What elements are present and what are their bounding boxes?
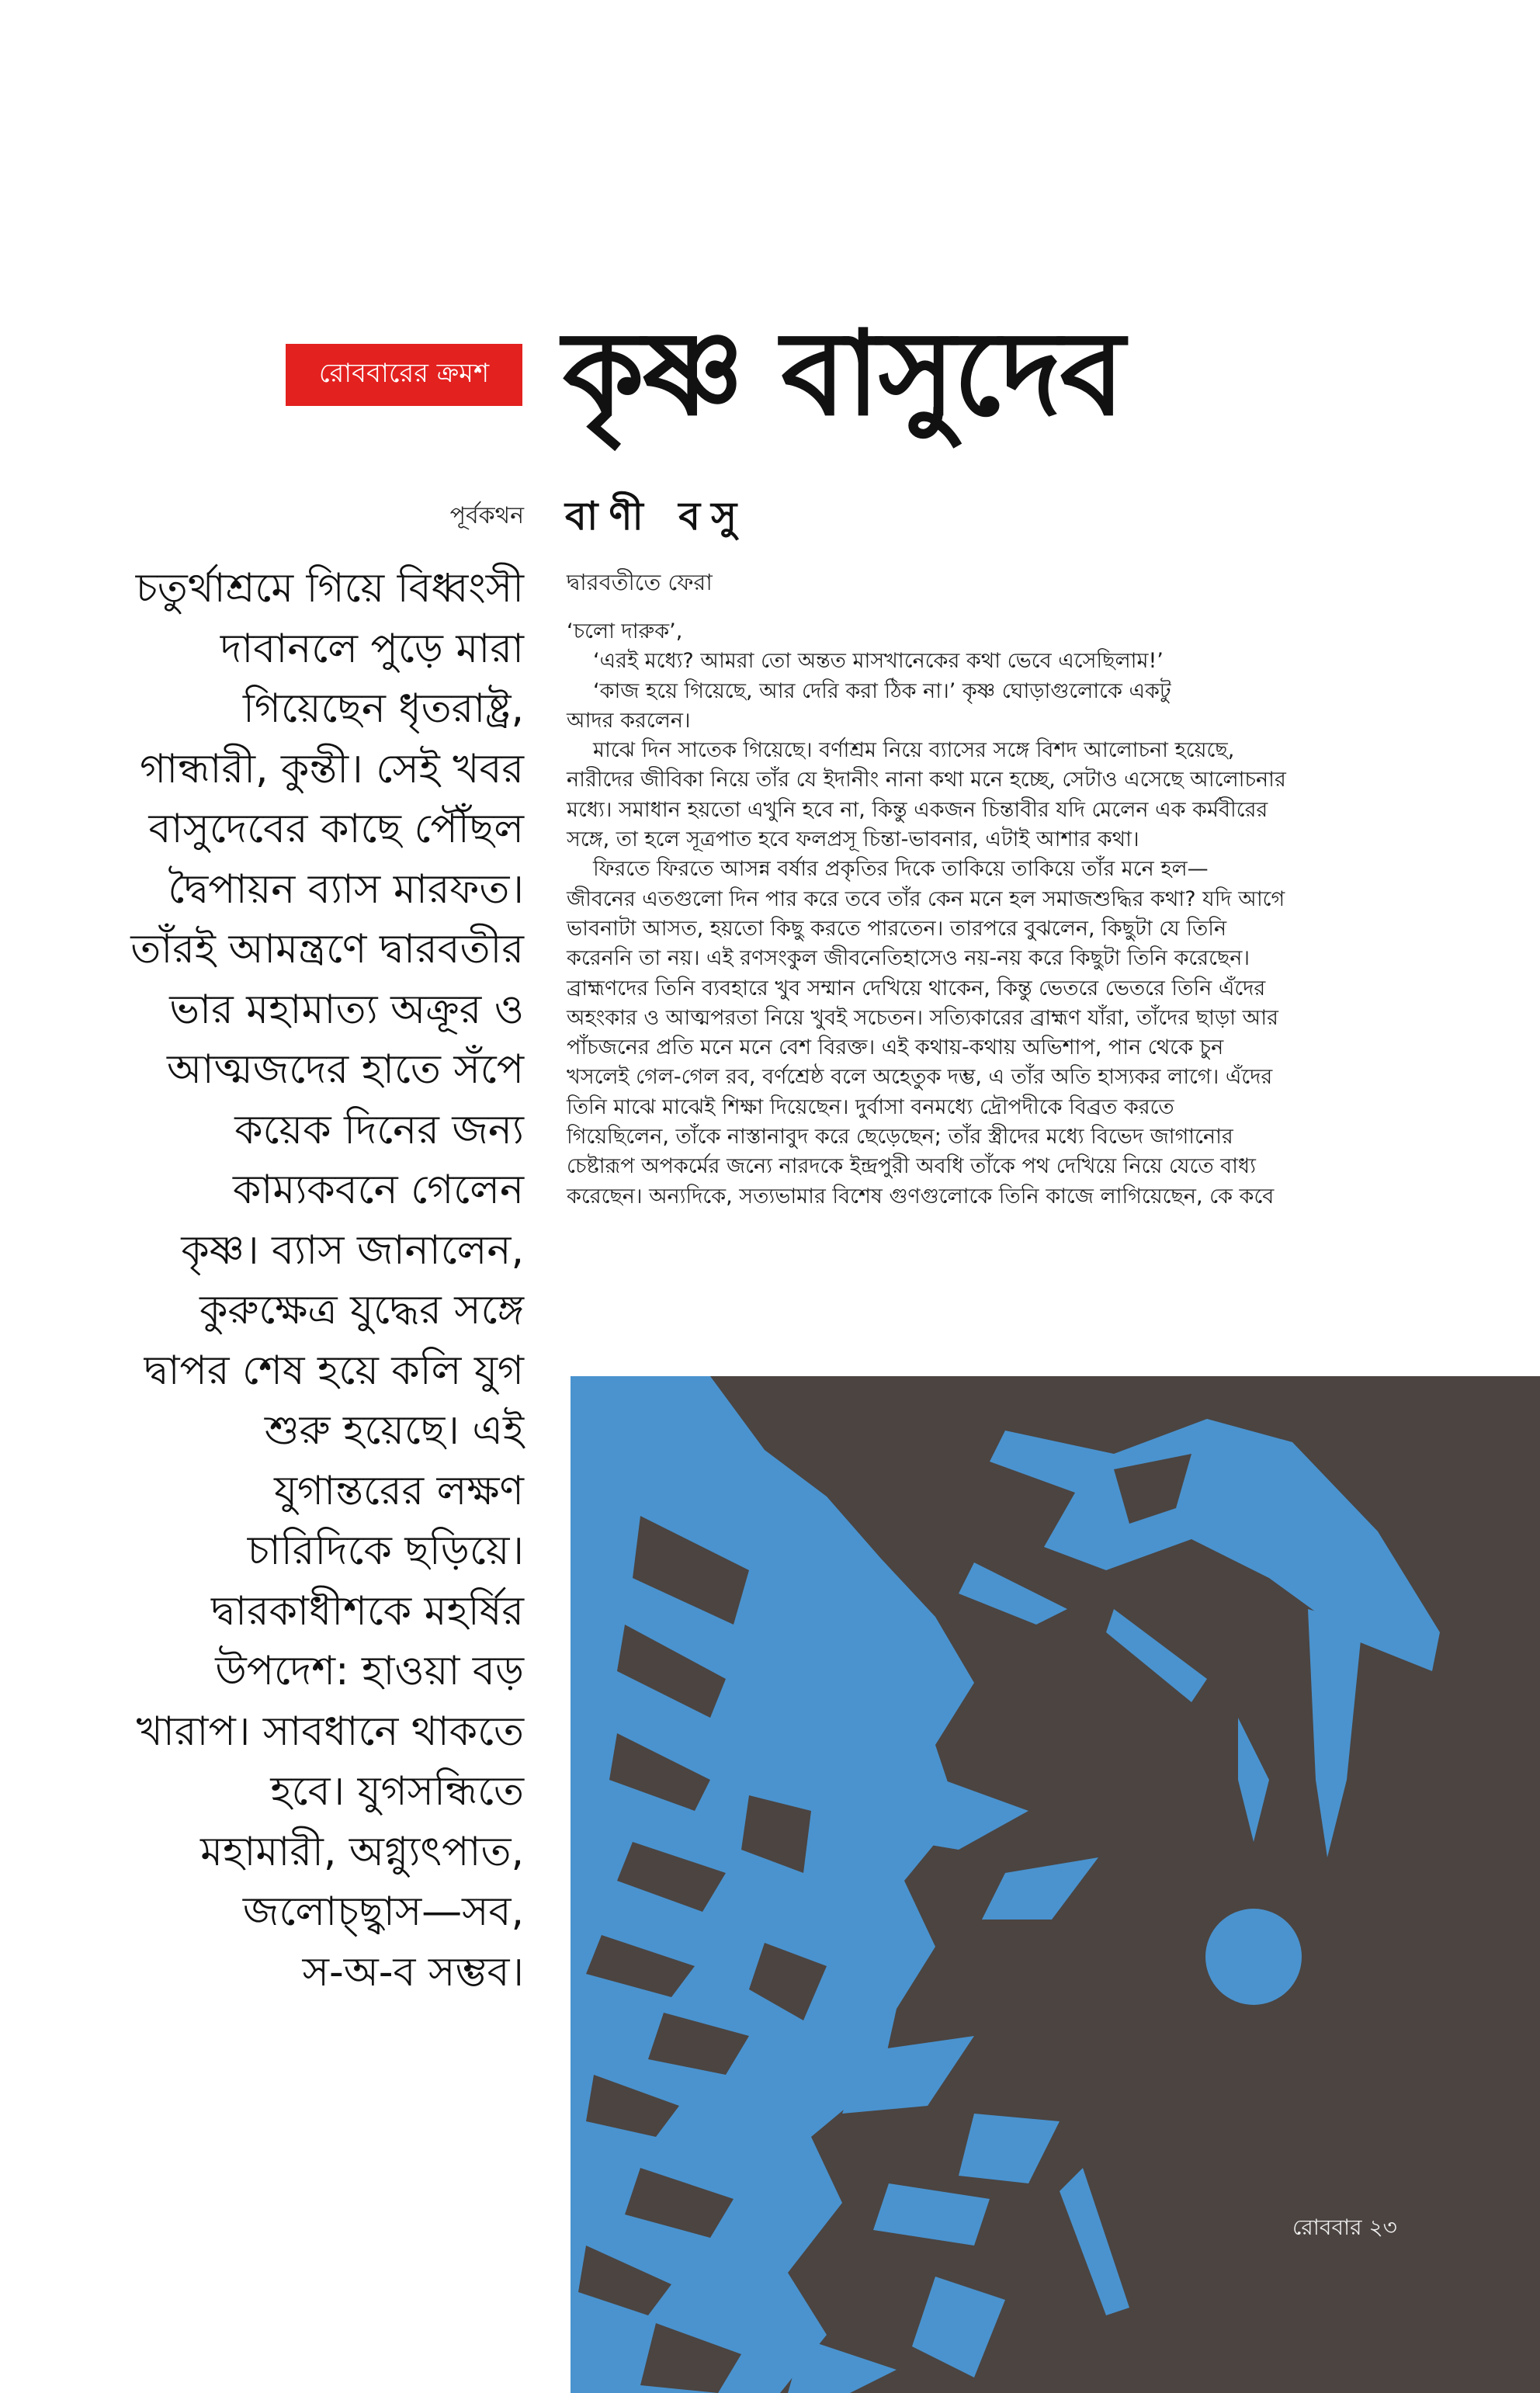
- body-line: চেষ্টারূপ অপকর্মের জন্যে নারদকে ইন্দ্রপুরী অবধি তাঁকে পথ দেখিয়ে নিয়ে যেতে বাধ্য: [567, 1154, 1256, 1179]
- body-line: গিয়েছিলেন, তাঁকে নাস্তানাবুদ করে ছেড়েছেন; তাঁর স্ত্রীদের মধ্যে বিভেদ জাগানোর: [567, 1125, 1233, 1150]
- page-number: রোববার ২৩: [1292, 2214, 1397, 2240]
- summary-line: দ্বাপর শেষ হয়ে কলি যুগ: [144, 1347, 524, 1394]
- summary-line: স-অ-ব সম্ভব।: [302, 1948, 524, 1996]
- chapter-heading: দ্বারবতীতে ফেরা: [567, 569, 713, 595]
- summary-label: পূর্বকথন: [449, 502, 524, 529]
- body-line: মধ্যে। সমাধান হয়তো এখুনি হবে না, কিন্তু একজন চিন্তাবীর যদি মেলেন এক কর্মবীরের: [567, 797, 1268, 822]
- summary-line: দাবানলে পুড়ে মারা: [220, 625, 524, 672]
- summary-line: চারিদিকে ছড়িয়ে।: [247, 1528, 524, 1574]
- summary-line: উপদেশ: হাওয়া বড়: [215, 1648, 524, 1694]
- body-line: মাঝে দিন সাতেক গিয়েছে। বর্ণাশ্রম নিয়ে ব্যাসের সঙ্গে বিশদ আলোচনা হয়েছে,: [593, 738, 1235, 763]
- body-line: খসলেই গেল-গেল রব, বর্ণশ্রেষ্ঠ বলে অহেতুক দম্ভ, এ তাঁর অতি হাস্যকর লাগে। এঁদের: [567, 1065, 1273, 1090]
- summary-line: কয়েক দিনের জন্য: [234, 1106, 524, 1153]
- summary-line: শুরু হয়েছে। এই: [264, 1407, 524, 1454]
- summary-line: গিয়েছেন ধৃতরাষ্ট্র,: [243, 685, 524, 732]
- body-line: আদর করলেন।: [567, 708, 691, 733]
- series-badge: রোববারের ক্রমশ: [286, 344, 522, 406]
- body-line: ভাবনাটা আসত, হয়তো কিছু করতে পারতেন। তারপরে বুঝলেন, কিছুটা যে তিনি: [567, 916, 1227, 941]
- summary-line: জলোচ্ছ্বাস—সব,: [242, 1888, 524, 1935]
- body-line: তিনি মাঝে মাঝেই শিক্ষা দিয়েছেন। দুর্বাসা বনমধ্যে দ্রৌপদীকে বিব্রত করতে: [567, 1094, 1174, 1119]
- summary-line: গান্ধারী, কুন্তী। সেই খবর: [140, 745, 524, 792]
- body-line: অহংকার ও আত্মপরতা নিয়ে খুবই সচেতন। সত্যিকারের ব্রাহ্মণ যাঁরা, তাঁদের ছাড়া আর: [567, 1005, 1278, 1030]
- summary-line: যুগান্তরের লক্ষণ: [274, 1467, 524, 1514]
- chapter-body: [567, 617, 1506, 1212]
- summary-line: দ্বারকাধীশকে মহর্ষির: [211, 1587, 524, 1635]
- body-line: নারীদের জীবিকা নিয়ে তাঁর যে ইদানীং নানা কথা মনে হচ্ছে, সেটাও এসেছে আলোচনার: [567, 768, 1286, 792]
- body-line: ‘চলো দারুক’,: [567, 619, 683, 643]
- author-name: বাণী বসু: [565, 494, 748, 539]
- body-line: ‘এরই মধ্যে? আমরা তো অন্তত মাসখানেকের কথা ভেবে এসেছিলাম!’: [593, 649, 1164, 674]
- summary-line: কৃষ্ণ। ব্যাস জানালেন,: [181, 1226, 524, 1274]
- summary-line: ভার মহামাত্য অক্রূর ও: [169, 986, 524, 1033]
- body-line: পাঁচজনের প্রতি মনে মনে বেশ বিরক্ত। এই কথায়-কথায় অভিশাপ, পান থেকে চুন: [567, 1035, 1224, 1060]
- summary-line: কুরুক্ষেত্র যুদ্ধের সঙ্গে: [199, 1287, 524, 1333]
- summary-line: তাঁরই আমন্ত্রণে দ্বারবতীর: [130, 926, 524, 973]
- summary-line: খারাপ। সাবধানে থাকতে: [136, 1708, 524, 1755]
- body-line: ফিরতে ফিরতে আসন্ন বর্ষার প্রকৃতির দিকে তাকিয়ে তাকিয়ে তাঁর মনে হল—: [593, 857, 1209, 882]
- body-line: জীবনের এতগুলো দিন পার করে তবে তাঁর কেন মনে হল সমাজশুদ্ধির কথা? যদি আগে: [567, 886, 1285, 911]
- summary-line: চতুর্থাশ্রমে গিয়ে বিধ্বংসী: [135, 565, 524, 612]
- body-line: ‘কাজ হয়ে গিয়েছে, আর দেরি করা ঠিক না।’ কৃষ্ণ ঘোড়াগুলোকে একটু: [593, 678, 1171, 703]
- body-line: সঙ্গে, তা হলে সূত্রপাত হবে ফলপ্রসূ চিন্তা-ভাবনার, এটাই আশার কথা।: [567, 827, 1139, 852]
- previous-summary: [116, 559, 524, 2003]
- summary-line: কাম্যকবনে গেলেন: [232, 1167, 524, 1213]
- summary-line: দ্বৈপায়ন ব্যাস মারফত।: [168, 865, 524, 913]
- summary-line: মহামারী, অগ্ন্যুৎপাত,: [200, 1828, 524, 1875]
- body-line: করেছেন। অন্যদিকে, সত্যভামার বিশেষ গুণগুলোকে তিনি কাজে লাগিয়েছেন, কে কবে: [567, 1184, 1275, 1209]
- body-line: করেননি তা নয়। এই রণসংকুল জীবনেতিহাসেও নয়-নয় করে কিছুটা তিনি করেছেন।: [567, 946, 1250, 971]
- summary-line: হবে। যুগসন্ধিতে: [270, 1768, 524, 1815]
- article-title: কৃষ্ণ বাসুদেব: [563, 307, 1124, 442]
- summary-line: বাসুদেবের কাছে পৌঁছল: [148, 806, 524, 852]
- body-line: ব্রাহ্মণদের তিনি ব্যবহারে খুব সম্মান দেখিয়ে থাকেন, কিন্তু ভেতরে ভেতরে তিনি এঁদের: [567, 976, 1266, 1001]
- summary-line: আত্মজদের হাতে সঁপে: [166, 1046, 524, 1093]
